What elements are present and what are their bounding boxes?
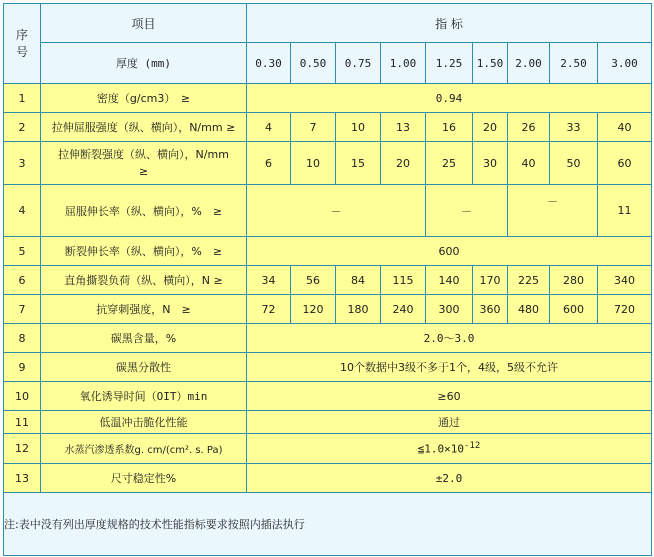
row-item: 直角撕裂负荷（纵、横向），N ≥ [41,266,247,295]
row-value: 34 [247,266,291,295]
thickness-cell: 0.30 [247,43,291,84]
row-item: 碳黑含量，% [41,324,247,353]
row-value: 180 [336,295,381,324]
spec-table [3,3,652,556]
row-number: 7 [4,295,41,324]
thickness-cell: 3.00 [598,43,652,84]
table-row [4,84,652,113]
row-value: 6 [247,142,291,185]
row-value: 280 [550,266,598,295]
row-value: 340 [598,266,652,295]
table-row [4,185,652,237]
row-value: 13 [381,113,426,142]
row-value: 60 [598,142,652,185]
table-row [4,411,652,434]
row-value: 40 [598,113,652,142]
item-header-label: 项目 [131,16,156,31]
row-value: 4 [247,113,291,142]
row-merged-value: 10个数据中3级不多于1个，4级，5级不允许 [247,353,652,382]
thickness-cell: 0.50 [291,43,336,84]
row-item: 拉伸断裂强度（纵、横向），N/mm ≥ [41,142,247,185]
row-value: 720 [598,295,652,324]
row-value: 225 [508,266,550,295]
row-merged-value: 600 [247,237,652,266]
row-value: 16 [426,113,473,142]
table-row [4,324,652,353]
table-row [4,382,652,411]
row-value: 15 [336,142,381,185]
row-group-value: － [508,185,598,237]
row-merged-value [247,434,652,464]
table-row [4,266,652,295]
thickness-cell: 2.50 [550,43,598,84]
row-item: 抗穿刺强度，N ≥ [41,295,247,324]
row-value: 25 [426,142,473,185]
row-value: 40 [508,142,550,185]
row-value: 600 [550,295,598,324]
row-value: 26 [508,113,550,142]
row-group-value: － [426,185,508,237]
row-merged-value: 通过 [247,411,652,434]
note-row [4,493,652,556]
row-item: 屈服伸长率（纵、横向），% ≥ [41,185,247,237]
row-value: 20 [473,113,508,142]
row-number: 10 [4,382,41,411]
row-number: 3 [4,142,41,185]
row-value: 84 [336,266,381,295]
permeability-base: ≦1.0×10 [417,442,465,456]
row-number: 13 [4,464,41,493]
row-number: 9 [4,353,41,382]
row-number: 8 [4,324,41,353]
row-value: 120 [291,295,336,324]
row-value: 7 [291,113,336,142]
table-row [4,295,652,324]
indicator-header-label: 指 标 [435,16,463,31]
thickness-cell: 2.00 [508,43,550,84]
row-value: 10 [336,113,381,142]
table-row [4,237,652,266]
indicator-header [247,4,652,43]
header-row-1 [4,4,652,43]
table-row [4,142,652,185]
row-merged-value: ≥60 [247,382,652,411]
row-value: 10 [291,142,336,185]
thickness-cell: 1.25 [426,43,473,84]
row-value: 115 [381,266,426,295]
row-group-value: 11 [598,185,652,237]
thickness-header-label: 厚度 (mm) [115,57,172,70]
thickness-cell: 0.75 [336,43,381,84]
row-value: 360 [473,295,508,324]
row-value: 170 [473,266,508,295]
row-value: 240 [381,295,426,324]
header-row-2 [4,43,652,84]
row-value: 72 [247,295,291,324]
row-merged-value: ±2.0 [247,464,652,493]
row-item: 氧化诱导时间（OIT）min [41,382,247,411]
row-item: 拉伸屈服强度（纵、横向），N/mm ≥ [41,113,247,142]
row-item: 碳黑分散性 [41,353,247,382]
row-number: 6 [4,266,41,295]
note-text: 注:表中没有列出厚度规格的技术性能指标要求按照内插法执行 [4,493,652,556]
row-number: 12 [4,434,41,464]
row-number: 4 [4,185,41,237]
table-row [4,353,652,382]
row-group-value: － [247,185,426,237]
row-value: 20 [381,142,426,185]
item-header [41,4,247,43]
table-row [4,464,652,493]
row-number: 5 [4,237,41,266]
row-item: 密度（g/cm3） ≥ [41,84,247,113]
table-row [4,434,652,464]
row-value: 300 [426,295,473,324]
seq-header [4,4,41,84]
row-item: 断裂伸长率（纵、横向），% ≥ [41,237,247,266]
row-value: 480 [508,295,550,324]
row-value: 30 [473,142,508,185]
row-number: 2 [4,113,41,142]
row-item: 尺寸稳定性% [41,464,247,493]
row-value: 56 [291,266,336,295]
table-row [4,113,652,142]
thickness-cell: 1.50 [473,43,508,84]
row-value: 140 [426,266,473,295]
row-merged-value: 0.94 [247,84,652,113]
row-value: 33 [550,113,598,142]
row-number: 1 [4,84,41,113]
row-value: 50 [550,142,598,185]
row-number: 11 [4,411,41,434]
row-item: 低温冲击脆化性能 [41,411,247,434]
thickness-cell: 1.00 [381,43,426,84]
row-item: 水蒸汽渗透系数g. cm/(cm². s. Pa) [41,434,247,464]
permeability-exponent: -12 [464,441,481,452]
thickness-header [41,43,247,84]
row-merged-value: 2.0～3.0 [247,324,652,353]
seq-header-label: 序 号 [15,27,28,59]
